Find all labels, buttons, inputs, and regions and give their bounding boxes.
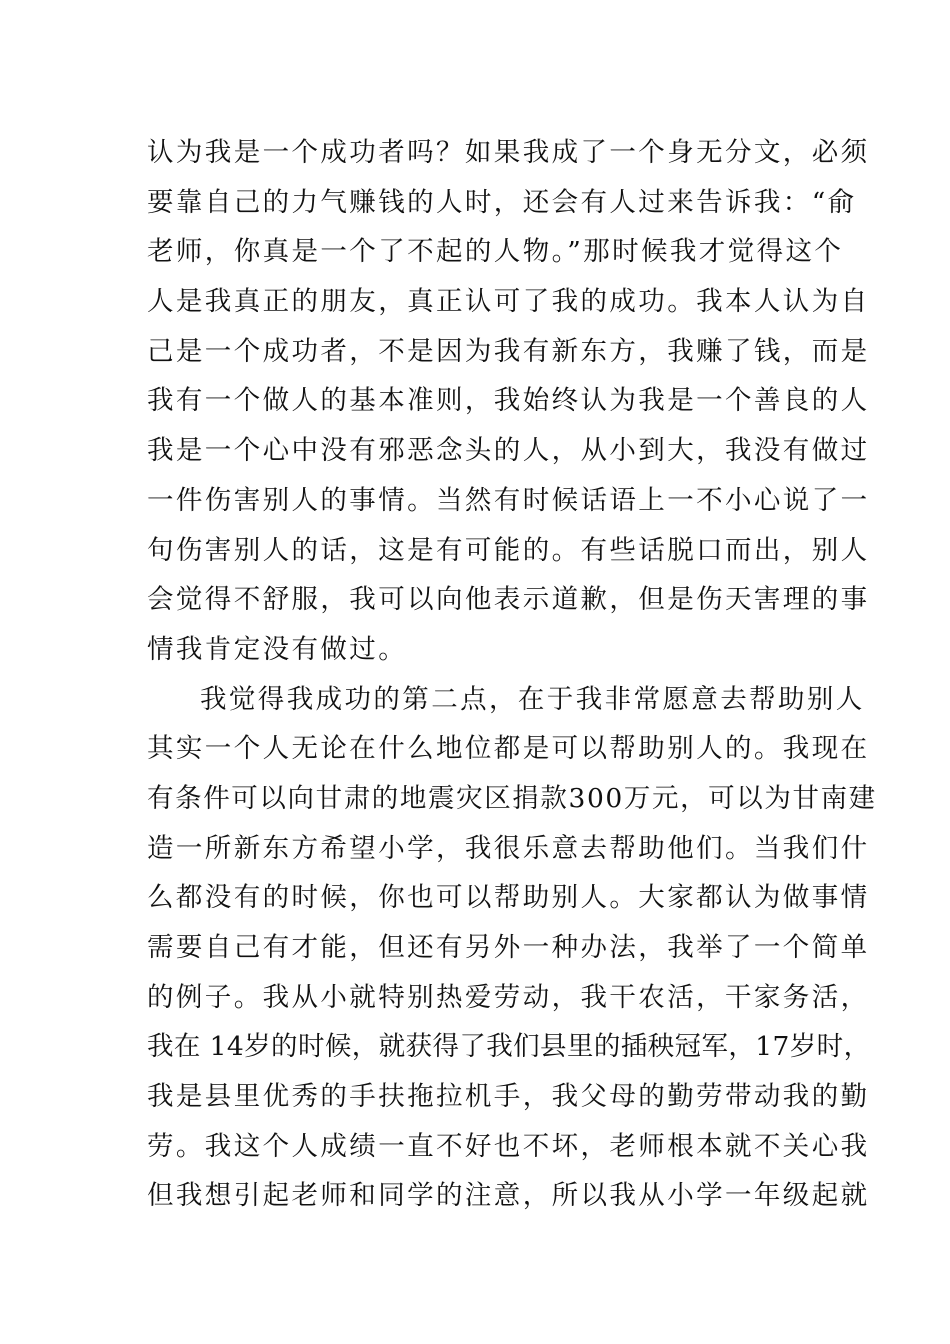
text-line: 一件伤害别人的事情。当然有时候话语上一不小心说了一 <box>147 484 870 516</box>
text-line: 要靠自己的力气赚钱的人时，还会有人过来告诉我：“俞 <box>147 186 857 218</box>
text-line: 情我肯定没有做过。 <box>147 633 408 665</box>
text-line: 其实一个人无论在什么地位都是可以帮助别人的。我现在 <box>147 733 870 765</box>
paragraph-start-line: 我觉得我成功的第二点，在于我非常愿意去帮助别人 <box>200 683 865 715</box>
text-line: 有条件可以向甘肃的地震灾区捐款300万元，可以为甘南建 <box>147 782 877 814</box>
text-line: 句伤害别人的话，这是有可能的。有些话脱口而出，别人 <box>147 534 870 566</box>
text-line: 劳。我这个人成绩一直不好也不坏，老师根本就不关心我 <box>147 1130 870 1162</box>
text-line: 会觉得不舒服，我可以向他表示道歉，但是伤天害理的事 <box>147 584 870 616</box>
text-line: 己是一个成功者，不是因为我有新东方，我赚了钱，而是 <box>147 335 870 367</box>
text-line: 我是一个心中没有邪恶念头的人，从小到大，我没有做过 <box>147 435 870 467</box>
text-line: 人是我真正的朋友，真正认可了我的成功。我本人认为自 <box>147 286 870 318</box>
text-line: 需要自己有才能，但还有另外一种办法，我举了一个简单 <box>147 932 870 963</box>
text-line: 造一所新东方希望小学，我很乐意去帮助他们。当我们什 <box>147 832 870 864</box>
text-line: 我是县里优秀的手扶拖拉机手，我父母的勤劳带动我的勤 <box>147 1081 870 1113</box>
text-line: 么都没有的时候，你也可以帮助别人。大家都认为做事情 <box>147 882 870 914</box>
text-line: 我在 14岁的时候，就获得了我们县里的插秧冠军，17岁时， <box>147 1031 871 1063</box>
document-text <box>147 128 877 1221</box>
text-line: 的例子。我从小就特别热爱劳动，我干农活，干家务活， <box>147 981 870 1013</box>
text-line: 认为我是一个成功者吗？如果我成了一个身无分文，必须 <box>147 137 870 168</box>
text-line: 老师，你真是一个了不起的人物。”那时候我才觉得这个 <box>147 236 844 268</box>
text-line: 我有一个做人的基本准则，我始终认为我是一个善良的人 <box>147 385 870 417</box>
text-line: 但我想引起老师和同学的注意，所以我从小学一年级起就 <box>147 1180 870 1212</box>
